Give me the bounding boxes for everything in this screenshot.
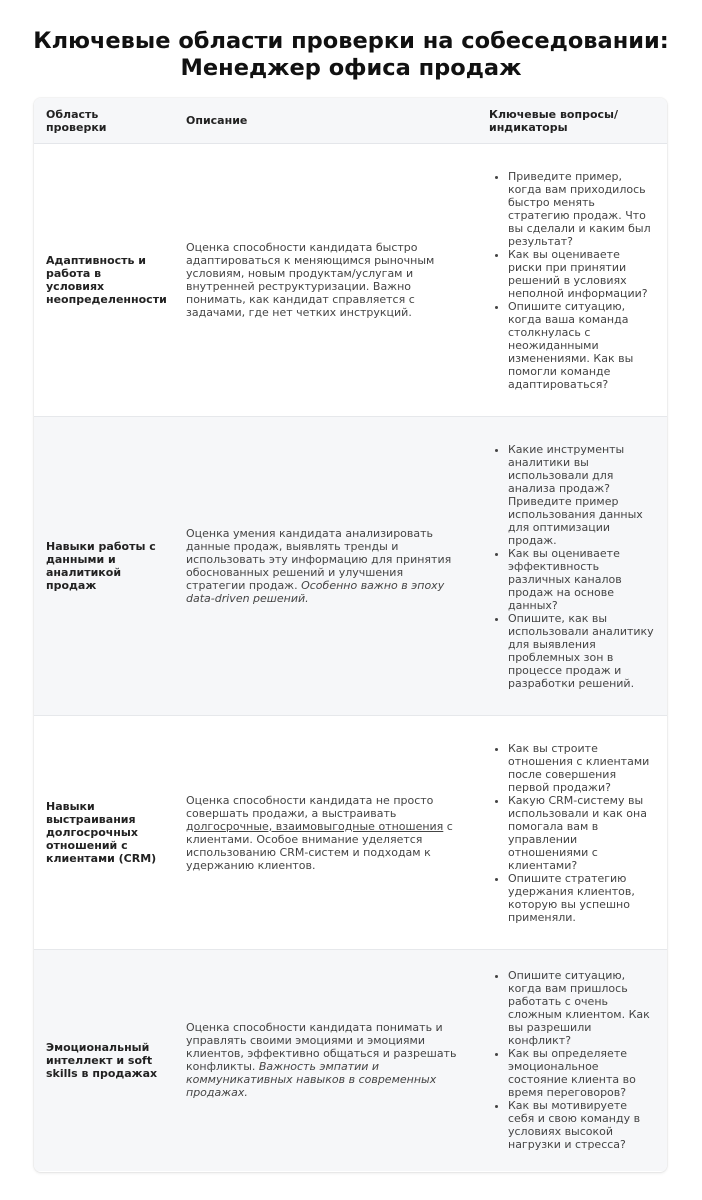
area-cell: Навыки работы с данными и аналитикой продаж <box>34 417 174 716</box>
question-item: • Как вы строите отношения с клиентами после совершения первой продажи? <box>508 742 655 794</box>
interview-areas-table-card <box>34 98 667 1172</box>
page-title-line-2: Менеджер офиса продаж <box>180 55 522 81</box>
question-item: • Приведите пример, когда вам приходилось быстро менять стратегию продаж. Что вы сделали и каким был результат? <box>508 170 655 248</box>
table-row <box>34 417 667 716</box>
question-item: • Какую CRM-систему вы использовали и как она помогала вам в управлении отношениями с клиентами? <box>508 794 655 872</box>
page-title-line-1: Ключевые области проверки на собеседовании: <box>33 28 669 54</box>
questions-cell <box>477 716 667 950</box>
description-underlined-phrase: долгосрочные, взаимовыгодные отношения <box>186 819 444 833</box>
question-item: • Опишите ситуацию, когда ваша команда столкнулась с неожиданными изменениями. Как вы помогли команде адаптироваться? <box>508 300 655 391</box>
column-header-questions: Ключевые вопросы/ индикаторы <box>477 98 667 144</box>
questions-list <box>489 170 655 391</box>
area-cell: Эмоциональный интеллект и soft skills в продажах <box>34 950 174 1171</box>
table-row <box>34 950 667 1171</box>
description-italic-note: Особенно важно в эпоху data-driven решений. <box>186 579 445 605</box>
area-cell: Адаптивность и работа в условиях неопределенности <box>34 144 174 417</box>
table-row <box>34 144 667 417</box>
question-item: • Опишите, как вы использовали аналитику для выявления проблемных зон в процессе продаж и разработки решений. <box>508 612 655 690</box>
question-item: • Опишите ситуацию, когда вам пришлось работать с очень сложным клиентом. Как вы разрешили конфликт? <box>508 969 655 1047</box>
question-item: • Опишите стратегию удержания клиентов, которую вы успешно применяли. <box>508 872 655 924</box>
description-text: Оценка способности кандидата понимать и управлять своими эмоциями и эмоциями клиентов, эффективно общаться и разрешать конфликты. <box>186 1021 457 1074</box>
column-header-area: Область проверки <box>34 98 174 144</box>
questions-list <box>489 742 655 924</box>
description-cell: Оценка способности кандидата быстро адаптироваться к меняющимся рыночным условиям, новым продуктам/услугам и внутренней реструктуризации. Важно понимать, как кандидат справляется с задачами, где нет четких инструкций. <box>174 144 477 417</box>
description-text: Оценка умения кандидата анализировать данные продаж, выявлять тренды и использовать эту информацию для принятия обоснованных решений и улучшения стратегии продаж. <box>186 527 452 592</box>
description-text-after: с клиентами. Особое внимание уделяется использованию CRM-систем и подходам к удержанию клиентов. <box>186 819 453 872</box>
question-item: • Как вы оцениваете риски при принятии решений в условиях неполной информации? <box>508 248 655 300</box>
question-item: • Какие инструменты аналитики вы использовали для анализа продаж? Приведите пример использования данных для оптимизации продаж. <box>508 443 655 547</box>
column-header-description: Описание <box>174 98 477 144</box>
questions-cell <box>477 950 667 1171</box>
questions-list <box>489 969 655 1151</box>
description-text-before: Оценка способности кандидата не просто совершать продажи, а выстраивать <box>186 793 434 820</box>
description-cell <box>174 950 477 1171</box>
questions-cell <box>477 144 667 417</box>
table-header-row <box>34 98 667 144</box>
area-cell: Навыки выстраивания долгосрочных отношений с клиентами (CRM) <box>34 716 174 950</box>
description-cell <box>174 716 477 950</box>
table-row <box>34 716 667 950</box>
page-title <box>0 0 702 82</box>
questions-list <box>489 443 655 690</box>
question-item: • Как вы определяете эмоциональное состояние клиента во время переговоров? <box>508 1047 655 1099</box>
description-cell <box>174 417 477 716</box>
question-item: • Как вы оцениваете эффективность различных каналов продаж на основе данных? <box>508 547 655 612</box>
description-italic-note: Важность эмпатии и коммуникативных навыков в современных продажах. <box>186 1060 437 1100</box>
question-item: • Как вы мотивируете себя и свою команду в условиях высокой нагрузки и стресса? <box>508 1099 655 1151</box>
questions-cell <box>477 417 667 716</box>
interview-areas-table <box>34 98 667 1171</box>
